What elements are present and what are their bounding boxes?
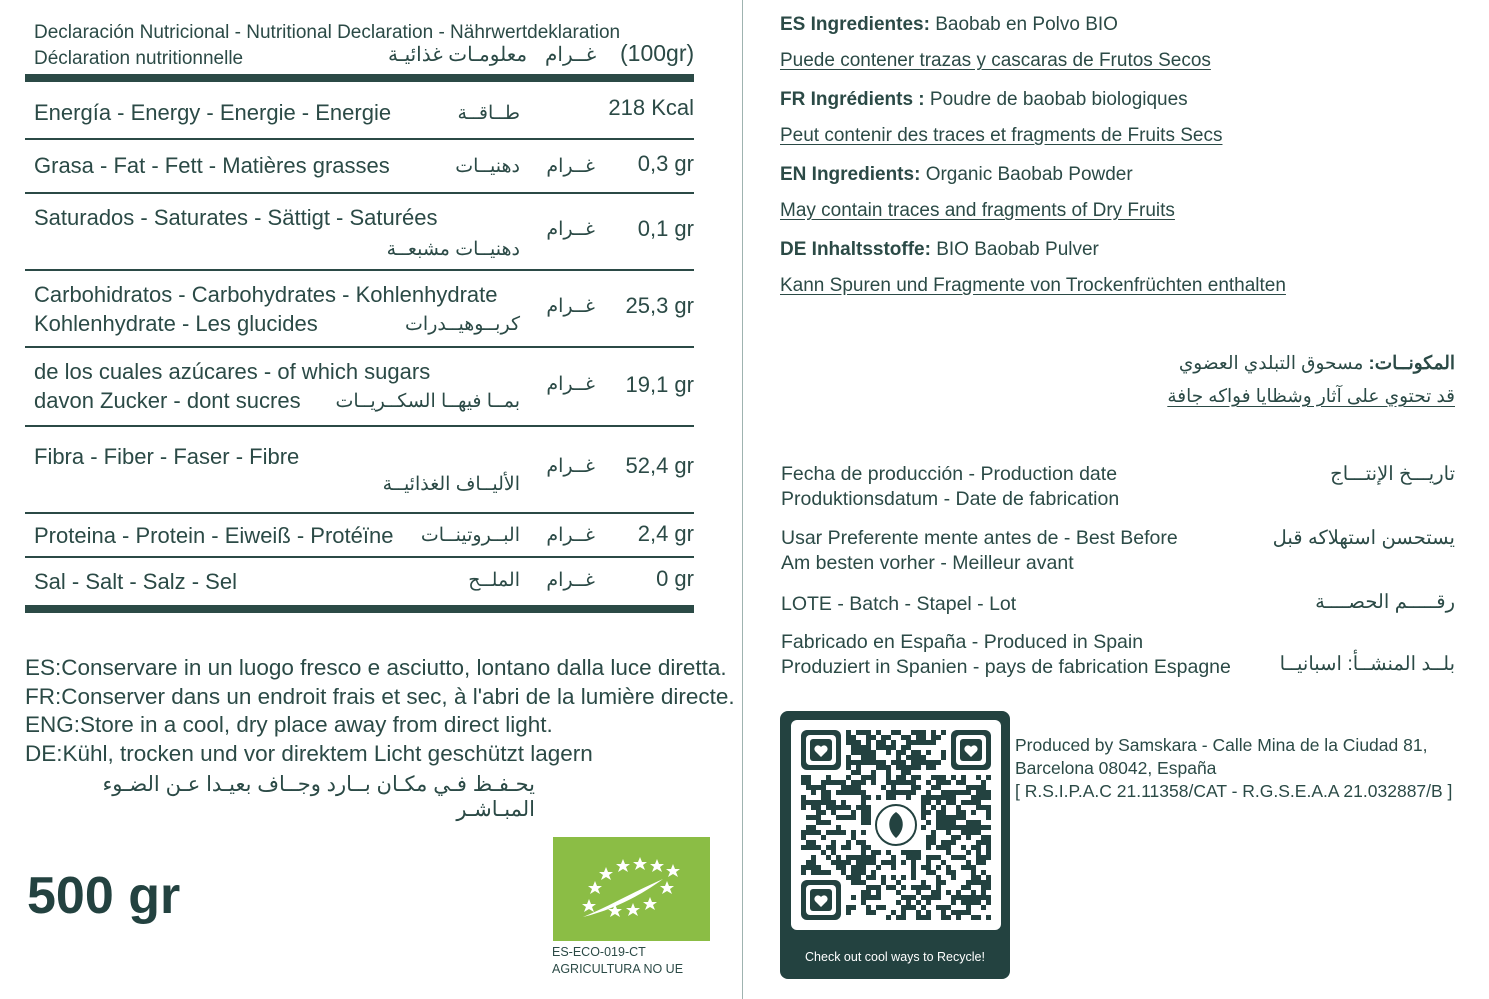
field-line1: Fecha de producción - Production date — [781, 463, 1118, 485]
net-weight: 500 gr — [27, 867, 181, 925]
row-rule — [25, 346, 694, 348]
ingredients-text: Organic Baobab Powder — [925, 164, 1133, 185]
table-top-rule — [25, 74, 694, 82]
eu-organic-leaf-icon — [553, 837, 710, 941]
row-rule — [25, 192, 694, 194]
producer-registry: [ R.S.I.P.A.C 21.11358/CAT - R.G.S.E.A.A 21.032887/B ] — [1015, 781, 1453, 801]
nutrition-header-line1: Declaración Nutricional - Nutritional Declaration - Nährwertdeklaration — [34, 22, 621, 43]
nutrient-value: 25,3 gr — [625, 293, 694, 318]
ingredients-fr — [780, 88, 1188, 112]
field-line2: Produktionsdatum - Date de fabrication — [781, 488, 1120, 510]
unit-arabic: غــرام — [546, 156, 595, 177]
row-rule — [25, 512, 694, 514]
eco-origin: AGRICULTURA NO UE — [552, 962, 684, 976]
nutrient-label-arabic: طــاقــة — [457, 103, 520, 124]
origin-label — [781, 630, 1231, 680]
allergen-de: Kann Spuren und Fragmente von Trockenfrüchten enthalten — [780, 275, 1286, 296]
nutrient-label-arabic: دهنيــات — [455, 156, 520, 177]
ingredients-text-arabic: مسحوق التبلدي العضوي — [1178, 352, 1364, 373]
nutrient-label: Fibra - Fiber - Faser - Fibre — [34, 444, 300, 469]
qr-finder-heart-icon — [951, 730, 991, 770]
lot-label — [781, 592, 1016, 617]
ingredients-prefix: DE Inhaltsstoffe: — [780, 239, 931, 260]
nutrient-label-arabic: دهنيــات مشبعــة — [386, 239, 520, 260]
field-line1: Usar Preferente mente antes de - Best Before — [781, 527, 1178, 549]
row-rule — [25, 556, 694, 558]
unit-arabic: غــرام — [546, 296, 595, 317]
row-rule — [25, 269, 694, 271]
nutrition-header-arabic: معلومـات غذائيـة — [388, 44, 528, 66]
ingredients-es — [780, 13, 1118, 37]
nutrient-label-arabic: البــروتينــات — [420, 525, 520, 546]
nutrient-value: 52,4 gr — [625, 453, 694, 478]
nutrient-value: 0 gr — [656, 566, 694, 591]
ingredients-prefix: EN Ingredients: — [780, 164, 921, 185]
nutrient-label: Sal - Salt - Salz - Sel — [34, 569, 237, 594]
storage-fr: FR:Conserver dans un endroit frais et sec, à l'abri de la lumière directe. — [25, 683, 735, 709]
nutrient-label-arabic: الأليــاف الغذائيــة — [382, 474, 520, 495]
nutrient-value: 218 Kcal — [608, 95, 694, 120]
production-date-arabic: تاريـــخ الإنتـــاج — [1330, 463, 1455, 485]
storage-es: ES:Conservare in un luogo fresco e asciutto, lontano dalla luce diretta. — [25, 655, 727, 680]
lot-arabic: رقـــــم الحصــــة — [1315, 591, 1455, 613]
field-line1: LOTE - Batch - Stapel - Lot — [781, 593, 1017, 615]
nutrient-label: Energía - Energy - Energie - Energie — [34, 100, 392, 125]
unit-arabic: غــرام — [546, 525, 595, 546]
best-before-label — [781, 526, 1178, 576]
ingredients-de — [780, 238, 1099, 262]
nutrient-value: 2,4 gr — [637, 521, 694, 546]
storage-en: ENG:Store in a cool, dry place away from direct light. — [25, 712, 553, 737]
ingredients-arabic — [1179, 352, 1455, 374]
recycle-leaf-icon — [873, 802, 919, 848]
producer-info — [1015, 734, 1452, 803]
allergen-es: Puede contener trazas y cascaras de Frutos Secos — [780, 50, 1211, 71]
ingredients-prefix: ES Ingredientes: — [780, 14, 930, 35]
field-line1: Fabricado en España - Produced in Spain — [781, 631, 1144, 653]
row-rule — [25, 138, 694, 140]
ingredients-en — [780, 163, 1133, 187]
column-divider — [742, 0, 743, 999]
table-bottom-rule — [25, 605, 694, 613]
eco-certification — [552, 944, 683, 978]
unit-arabic: غــرام — [546, 456, 595, 477]
production-date-label — [781, 462, 1119, 512]
nutrient-value: 0,1 gr — [637, 216, 694, 241]
nutrient-label-line2: davon Zucker - dont sucres — [34, 388, 301, 413]
nutrient-label: Proteina - Protein - Eiweiß - Protéïne — [34, 523, 394, 548]
nutrition-header-unit-arabic: غــرام — [545, 44, 597, 66]
field-line2: Am besten vorher - Meilleur avant — [781, 552, 1074, 574]
nutrient-label-line1: de los cuales azúcares - of which sugars — [34, 359, 431, 384]
nutrition-header — [34, 20, 620, 72]
allergen-en: May contain traces and fragments of Dry Fruits — [780, 200, 1175, 221]
origin-arabic: بلــد المنشــأ: اسبانيــا — [1279, 653, 1455, 675]
nutrient-label: Saturados - Saturates - Sättigt - Saturées — [34, 205, 438, 230]
qr-finder-heart-icon — [801, 880, 841, 920]
field-line2: Produziert in Spanien - pays de fabrication Espagne — [781, 656, 1231, 678]
nutrient-label-line1: Carbohidratos - Carbohydrates - Kohlenhydrate — [34, 282, 498, 307]
nutrition-header-line2: Déclaration nutritionnelle — [34, 48, 244, 69]
unit-arabic: غــرام — [546, 570, 595, 591]
qr-code-graphic — [791, 720, 1001, 930]
qr-code[interactable] — [791, 720, 1001, 930]
qr-finder-heart-icon — [801, 730, 841, 770]
nutrient-label-arabic: كربــوهيــدرات — [405, 314, 520, 335]
unit-arabic: غــرام — [546, 219, 595, 240]
nutrition-header-per: (100gr) — [620, 40, 695, 66]
allergen-fr: Peut contenir des traces et fragments de Fruits Secs — [780, 125, 1223, 146]
unit-arabic: غــرام — [546, 374, 595, 395]
ingredients-text: Baobab en Polvo BIO — [935, 14, 1118, 35]
ingredients-text: BIO Baobab Pulver — [936, 239, 1099, 260]
nutrient-label-arabic: الملــح — [468, 570, 520, 591]
storage-arabic: يحـفـظ فـي مكـان بــارد وجــاف بعيـدا عـن الضـوء المبـاشـر — [102, 773, 535, 821]
nutrient-value: 19,1 gr — [625, 372, 694, 397]
qr-caption: Check out cool ways to Recycle! — [805, 950, 985, 964]
allergen-arabic: قد تحتوي على آثار وشظايا فواكه جافة — [1167, 385, 1455, 406]
storage-de: DE:Kühl, trocken und vor direktem Licht geschützt lagern — [25, 740, 593, 766]
ingredients-prefix-arabic: المكونــات: — [1368, 352, 1455, 373]
row-rule — [25, 425, 694, 427]
storage-instructions — [25, 654, 735, 768]
nutrient-label-line2: Kohlenhydrate - Les glucides — [34, 311, 318, 336]
eco-code: ES-ECO-019-CT — [552, 945, 646, 959]
ingredients-text: Poudre de baobab biologiques — [929, 89, 1188, 110]
nutrient-label-arabic: بمــا فيهــا السكــريــات — [335, 391, 520, 412]
producer-line1: Produced by Samskara - Calle Mina de la Ciudad 81, — [1015, 735, 1428, 755]
ingredients-prefix: FR Ingrédients : — [780, 89, 925, 110]
best-before-arabic: يستحسن استهلاكه قبل — [1272, 527, 1455, 549]
nutrient-value: 0,3 gr — [637, 151, 694, 176]
producer-line2: Barcelona 08042, España — [1015, 758, 1217, 778]
nutrient-label: Grasa - Fat - Fett - Matières grasses — [34, 153, 390, 178]
